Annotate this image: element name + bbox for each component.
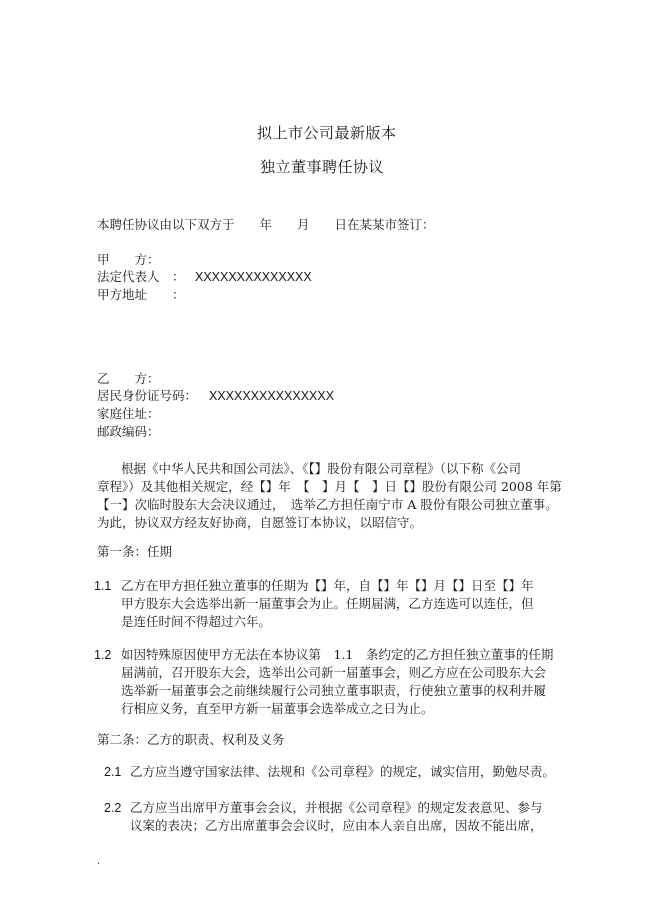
party-a-address-label: 甲方地址 ： [97,287,185,302]
party-b-home-label: 家庭住址： [97,406,160,421]
clause-2-2-line: 乙方应当出席甲方董事会会议，并根据《公司章程》的规定发表意见、参与 [130,800,543,815]
party-b-id-label: 居民身份证号码： [97,388,198,403]
party-b-id-value: XXXXXXXXXXXXXXX [209,389,335,403]
clause-1-1-line: 乙方在甲方担任独立董事的任期为【】年，自【】年【】月【】日至【】年 [121,578,534,593]
clause-2-2-number: 2.2 [104,801,122,815]
clause-2-1-text: 乙方应当遵守国家法律、法规和《公司章程》的规定，诚实信用，勤勉尽责。 [130,764,556,779]
party-b-label: 乙 方： [97,371,160,386]
party-a-legal-rep-value: XXXXXXXXXXXXXX [195,270,312,284]
article1-heading: 第一条：任期 [97,544,173,559]
clause-1-2-line: 行相应义务，直至甲方新一届董事会选举成立之日为止。 [121,701,434,716]
preamble-line: 章程》）及其他相关规定，经【】年 【 】月【 】日【】股份有限公司 2008 年第 [97,479,562,494]
clause-1-1-number: 1.1 [94,579,112,593]
clause-1-1-line: 甲方股东大会选举出新一届董事会为止。任期届满，乙方连选可以连任，但 [121,596,534,611]
article2-heading: 第二条：乙方的职责、权利及义务 [97,732,285,747]
clause-2-2-line: 议案的表决；乙方出席董事会会议时，应由本人亲自出席，因故不能出席， [130,818,543,833]
page-mark: . [97,856,101,867]
preamble-line: 【一】次临时股东大会决议通过， 选举乙方担任南宁市 A 股份有限公司独立董事。 [97,497,558,512]
clause-1-2-line: 届满前，召开股东大会，选举出公司新一届董事会，则乙方应在公司股东大会 [121,665,547,680]
party-a-label: 甲 方： [97,252,160,267]
clause-1-1-line: 是连任时间不得超过六年。 [121,614,272,629]
clause-1-2-line: 选举新一届董事会之前继续履行公司独立董事职责，行使独立董事的权利并履 [121,683,547,698]
document-subtitle: 独立董事聘任协议 [260,158,385,176]
preamble-line: 为此，协议双方经友好协商，自愿签订本协议，以昭信守。 [97,515,423,530]
party-a-legal-rep-label: 法定代表人 ： [97,269,185,284]
document-title: 拟上市公司最新版本 [257,124,397,142]
party-b-postcode-label: 邮政编码： [97,424,160,439]
clause-2-1-number: 2.1 [104,765,122,779]
clause-1-2-number: 1.2 [94,648,112,662]
clause-1-2-line: 如因特殊原因使甲方无法在本协议第 1.1 条约定的乙方担任独立董事的任期 [121,647,554,662]
preamble-line: 根据《中华人民共和国公司法》、《【】股份有限公司章程》（以下称《公司 [121,461,522,476]
intro-line: 本聘任协议由以下双方于 年 月 日在某某市签订： [97,217,435,232]
